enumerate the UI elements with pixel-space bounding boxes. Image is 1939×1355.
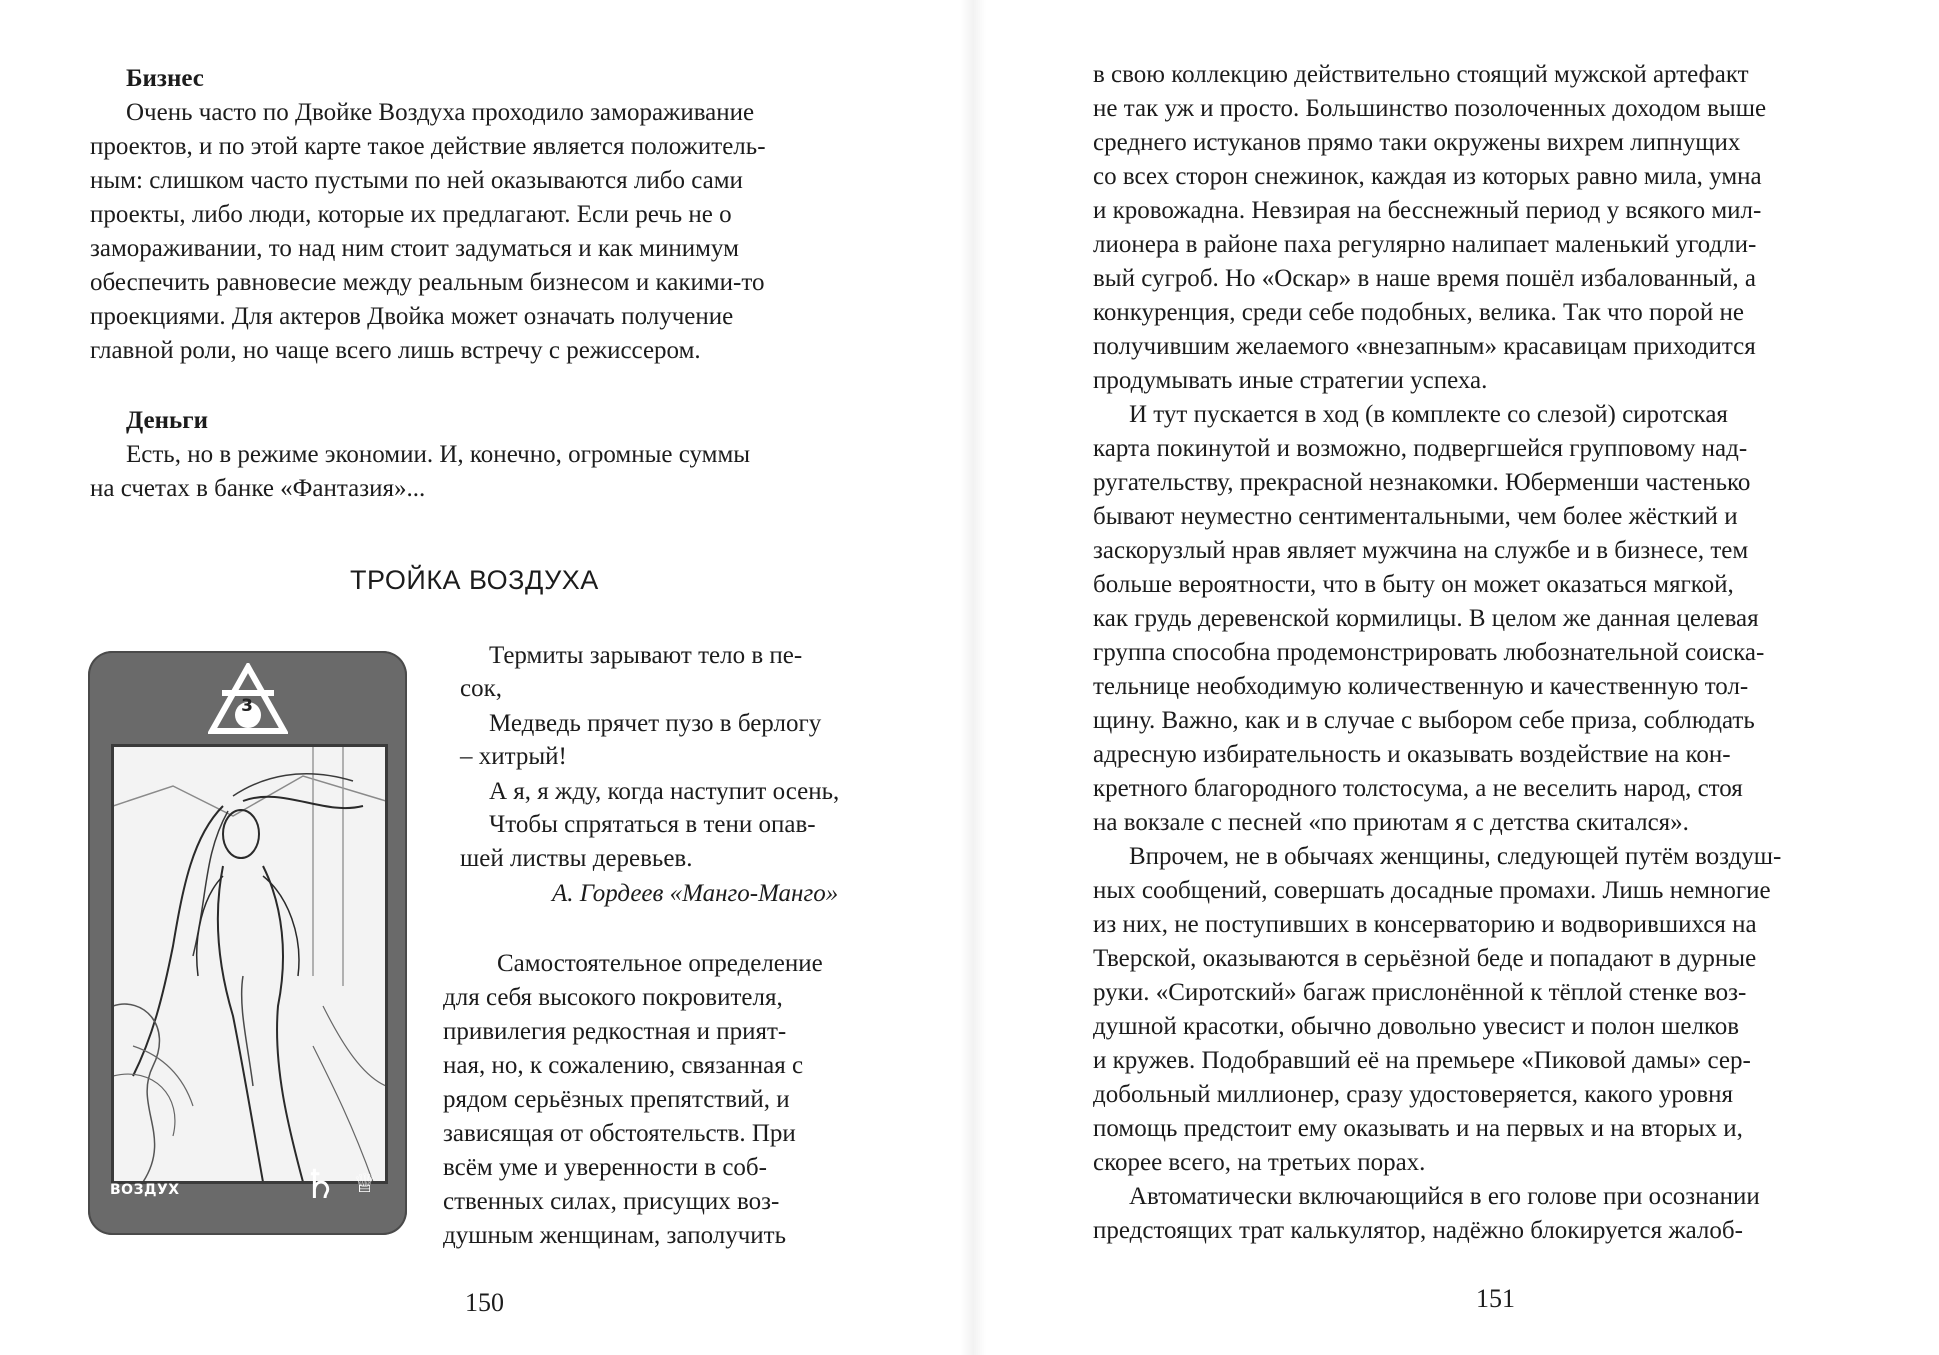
body-line: Самостоятельное определение <box>497 950 823 977</box>
epigraph-author: А. Гордеев «Манго-Манго» <box>552 880 839 907</box>
body-line: со всех сторон снежинок, каждая из которых равно мила, умна <box>1093 163 1762 190</box>
body-line: как грудь деревенской кормилицы. В целом же данная целевая <box>1093 605 1759 632</box>
body-line: скорее всего, на третьих порах. <box>1093 1149 1426 1176</box>
body-line: и кружев. Подобравший её на премьере «Пиковой дамы» сер- <box>1093 1047 1751 1074</box>
business-line: главной роли, но чаще всего лишь встречу с режиссером. <box>90 337 701 364</box>
money-line: Есть, но в режиме экономии. И, конечно, огромные суммы <box>126 441 751 468</box>
body-line: ная, но, к сожалению, связанная с <box>443 1052 804 1079</box>
body-line: вый сугроб. Но «Оскар» в наше время пошёл избалованный, а <box>1093 265 1756 292</box>
body-line: Автоматически включающийся в его голове при осознании <box>1129 1183 1760 1210</box>
body-line: на вокзале с песней «по приютам я с детства скитался». <box>1093 809 1689 836</box>
epigraph-line: Медведь прячет пузо в берлогу <box>489 710 822 737</box>
business-line: Очень часто по Двойке Воздуха проходило замораживание <box>126 99 755 126</box>
epigraph-line: А я, я жду, когда наступит осень, <box>489 778 840 805</box>
body-line: в свою коллекцию действительно стоящий мужской артефакт <box>1093 61 1749 88</box>
body-line: продумывать иные стратегии успеха. <box>1093 367 1488 394</box>
body-line: кретного благородного толстосума, а не веселить народ, стоя <box>1093 775 1743 802</box>
business-line: ным: слишком часто пустыми по ней оказываются либо сами <box>90 167 743 194</box>
body-line: тельнице необходимую количественную и качественную тол- <box>1093 673 1749 700</box>
body-line: руки. «Сиротский» багаж прислонённой к тёплой стенке воз- <box>1093 979 1747 1006</box>
card-illustration <box>111 744 388 1184</box>
epigraph-line: – хитрый! <box>460 743 567 770</box>
body-line: бывают неуместно сентиментальными, чем более жёсткий и <box>1093 503 1738 530</box>
business-line: обеспечить равновесие между реальным бизнесом и какими-то <box>90 269 765 296</box>
body-line: Впрочем, не в обычаях женщины, следующей путём воздуш- <box>1129 843 1782 870</box>
body-line: конкуренция, среди себе подобных, велика. Так что порой не <box>1093 299 1745 326</box>
tarot-card <box>88 651 407 1235</box>
saturn-icon: ♄ <box>302 1162 338 1208</box>
card-number: 3 <box>241 696 253 716</box>
body-line: рядом серьёзных препятствий, и <box>443 1086 790 1113</box>
body-line: и кровожадна. Невзирая на бесснежный период у всякого мил- <box>1093 197 1762 224</box>
epigraph-line: шей листвы деревьев. <box>460 845 693 872</box>
body-line: ругательству, прекрасной незнакомки. Юберменши частенько <box>1093 469 1751 496</box>
body-line: среднего истуканов прямо таки окружены вихрем липнущих <box>1093 129 1741 156</box>
body-line: помощь предстоит ему оказывать и на первых и на вторых и, <box>1093 1115 1743 1142</box>
body-line: душной красотки, обычно довольно увесист и полон шелков <box>1093 1013 1740 1040</box>
business-heading: Бизнес <box>126 65 204 92</box>
body-line: группа способна продемонстрировать любознательной соиска- <box>1093 639 1765 666</box>
business-line: замораживании, то над ним стоит задуматься и как минимум <box>90 235 739 262</box>
body-line: привилегия редкостная и прият- <box>443 1018 787 1045</box>
body-line: предстоящих трат калькулятор, надёжно блокируется жалоб- <box>1093 1217 1743 1244</box>
business-line: проектов, и по этой карте такое действие является положитель- <box>90 133 766 160</box>
money-heading: Деньги <box>126 407 208 434</box>
body-line: душным женщинам, заполучить <box>443 1222 787 1249</box>
body-line: адресную избирательность и оказывать воздействие на кон- <box>1093 741 1731 768</box>
body-line: добольный миллионер, сразу удостоверяется, какого уровня <box>1093 1081 1734 1108</box>
page-number: 150 <box>465 1288 504 1317</box>
body-line: И тут пускается в ход (в комплекте со слезой) сиротская <box>1129 401 1728 428</box>
body-line: Тверской, оказываются в серьёзной беде и попадают в дурные <box>1093 945 1757 972</box>
chapter-title: ТРОЙКА ВОЗДУХА <box>350 565 599 595</box>
body-line: получившим желаемого «внезапным» красавицам приходится <box>1093 333 1756 360</box>
card-label: ВОЗДУХ <box>110 1182 180 1198</box>
body-line: зависящая от обстоятельств. При <box>443 1120 796 1147</box>
body-line: не так уж и просто. Большинство позолоченных доходом выше <box>1093 95 1767 122</box>
body-line: больше вероятности, что в быту он может оказаться мягкой, <box>1093 571 1734 598</box>
left-page <box>0 0 969 1355</box>
body-line: ственных силах, присущих воз- <box>443 1188 780 1215</box>
body-line: щину. Важно, как и в случае с выбором себе приза, соблюдать <box>1093 707 1755 734</box>
body-line: карта покинутой и возможно, подвергшейся групповому над- <box>1093 435 1748 462</box>
woman-figure-illustration <box>113 746 386 1182</box>
page-number: 151 <box>1476 1284 1515 1313</box>
crown-icon: ♕ <box>353 1169 377 1199</box>
business-line: проекты, либо люди, которые их предлагают. Если речь не о <box>90 201 732 228</box>
right-page <box>969 0 1939 1355</box>
body-line: всём уме и уверенности в соб- <box>443 1154 767 1181</box>
business-line: проекциями. Для актеров Двойка может означать получение <box>90 303 734 330</box>
body-line: заскорузлый нрав являет мужчина на службе и в бизнесе, тем <box>1093 537 1749 564</box>
body-line: из них, не поступивших в консерваторию и водворившихся на <box>1093 911 1757 938</box>
epigraph-line: Термиты зарывают тело в пе- <box>489 642 803 669</box>
body-line: ных сообщений, совершать досадные промахи. Лишь немногие <box>1093 877 1771 904</box>
epigraph-line: Чтобы спрятаться в тени опав- <box>489 811 816 838</box>
epigraph-line: сок, <box>460 675 502 702</box>
body-line: для себя высокого покровителя, <box>443 984 783 1011</box>
money-line: на счетах в банке «Фантазия»... <box>90 475 426 502</box>
body-line: лионера в районе паха регулярно налипает маленький угодли- <box>1093 231 1757 258</box>
